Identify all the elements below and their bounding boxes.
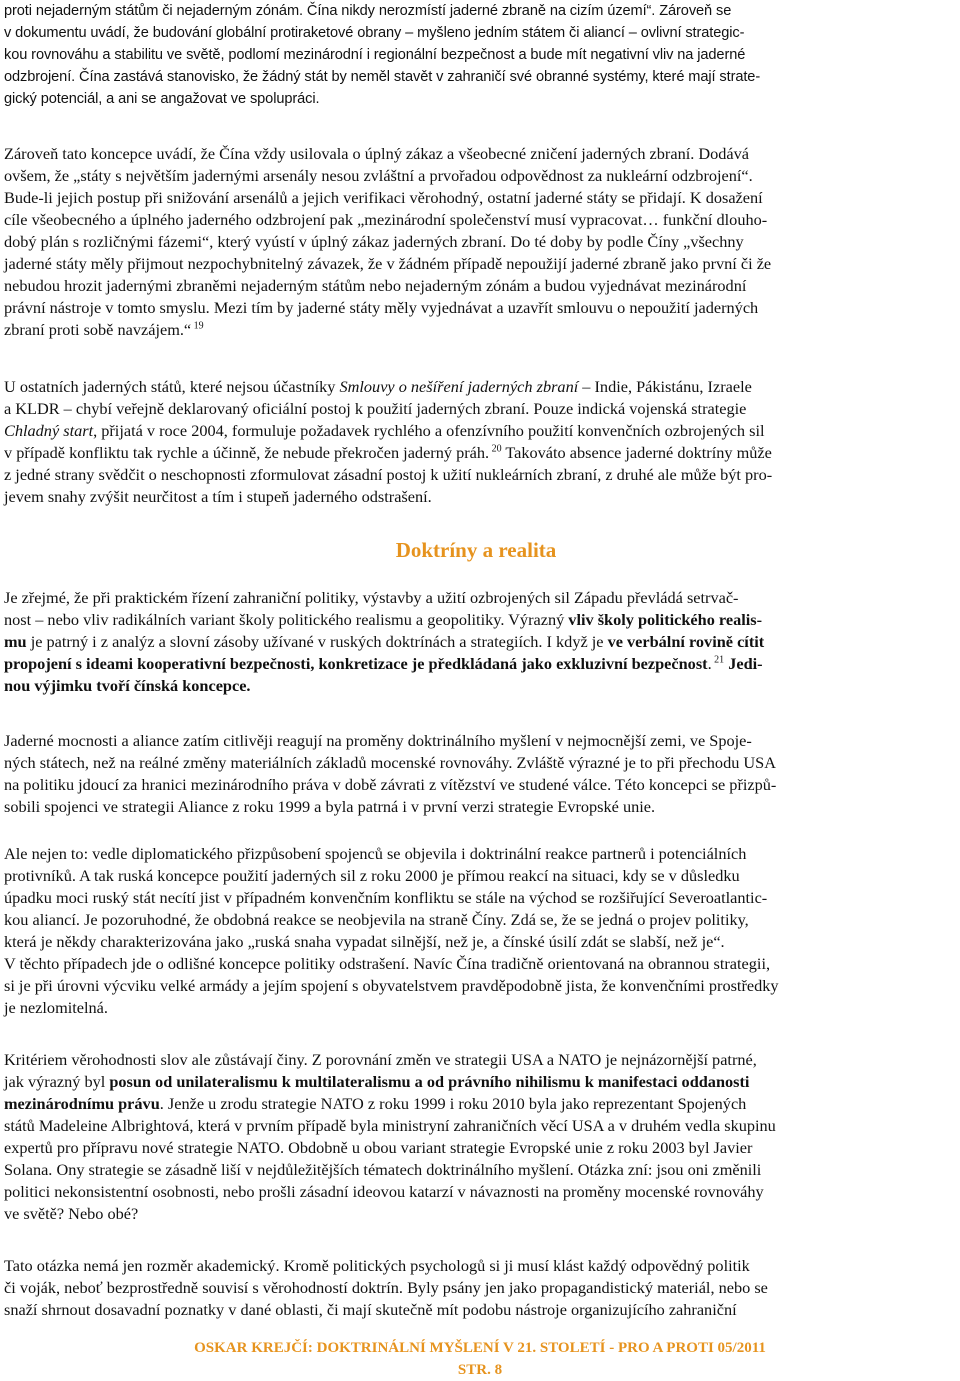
text-run: vliv školy politického realis- mu <box>4 610 763 651</box>
text-run: Je zřejmé, že při praktickém řízení zahraniční politiky, výstavby a užití ozbrojených sil Západu převládá setrvač- nost – nebo vliv radikálních variant školy politického realismu a geopolitiky. Výrazný <box>4 588 739 629</box>
footer-running-title: OSKAR KREJČÍ: DOKTRINÁLNÍ MYŠLENÍ V 21. STOLETÍ - PRO A PROTI 05/2011 <box>194 1340 766 1356</box>
text-run: . <box>707 654 712 673</box>
text-run: Ale nejen to: vedle diplomatického přizpůsobení spojenců se objevila i doktrinální reakce partnerů i potenciálních protivníků. A tak ruská koncepce použití jaderných sil z roku 2000 je přímou reakcí na situaci, kdy se v důsledku úpadku moci ruský stát necítí jist v případném konvenčním konfliktu se stále na východ se rozšiřující Severoatlantic- kou aliancí. Je pozoruhodné, že obdobná reakce se neobjevila na straně Číny. Zdá se, že se jedná o projev politiky, která je někdy charakterizována jako „ruská snaha vypadat silnější, než je, a čínské úsilí zdát se slabší, než je“. V těchto případech jde o odlišné koncepce politiky odstrašení. Navíc Čína tradičně orientovaná na obrannou strategii, si je při úrovni výcviku velké armády a jejím spojení s obyvatelstvem pravděpodobně jista, že konvenčními prostředky je nezlomitelná. <box>4 844 779 1017</box>
paragraph <box>4 1255 948 1321</box>
footnote-ref: 20 <box>489 443 502 455</box>
text-run: je patrný i z analýz a slovní zásoby užívané v ruských doktrínách a strategiích. I když je <box>26 632 608 651</box>
paragraph <box>4 143 948 341</box>
text-run: – Indie, Pákistánu, Izraele a KLDR – chybí veřejně deklarovaný oficiální postoj k použití jaderných zbraní. Pouze indická vojenská strategie <box>4 377 752 418</box>
text-run: Smlouvy o nešíření jaderných zbraní <box>339 377 579 396</box>
paragraph <box>4 843 948 1019</box>
text-run: Takováto absence jaderné doktríny může z jedné strany svědčit o neschopnosti zformulovat zásadní postoj k užití nukleárních zbraní, z druhé ale může být pro- jevem snahy zvýšit neurčitost a tím i stupeň jaderného odstrašení. <box>4 443 773 506</box>
footnote-ref: 19 <box>191 320 204 332</box>
text-run: Jaderné mocnosti a aliance zatím citlivěji reagují na proměny doktrinálního myšlení v nejmocnější zemi, ve Spoje- ných státech, než na reálné změny materiálních základů mocenské rovnováhy. Zvláště výrazné je to při přechodu USA na politiku jdoucí za hranici mezinárodního práva v době závrati z vítězství ve studené válce. Této koncepci se přizpů- sobili spojenci ve strategii Aliance z roku 1999 a byla patrná i v první verzi strategie Evropské unie. <box>4 731 777 816</box>
text-run: . Jenže u zrodu strategie NATO z roku 1999 i roku 2010 byla jako reprezentant Spojených států Madeleine Albrightová, která v prvním případě byla ministryní zahraničních věcí USA a v druhém vedla skupinu expertů pro přípravu nové strategie NATO. Obdobně u obou variant strategie Evropské unie z roku 2003 byl Javier Solana. Ony strategie se zásadně liší v nejdůležitějších tématech doktrinálního myšlení. Otázka zní: jsou oni změnili politici nekonsistentní osobnosti, nebo prošli zásadní ideovou katarzí v návaznosti na proměny mocenské rovnováhy ve světě? Nebo obé? <box>4 1094 776 1223</box>
text-run: Chladný start <box>4 421 94 440</box>
text-run: ve verbální rovině cítit propojení s ideami kooperativní bezpečnosti, konkretizace je předkládaná jako exkluzivní bezpečnost <box>4 632 765 673</box>
paragraph <box>4 376 948 508</box>
paragraph <box>4 587 948 697</box>
text-run: Jedi- nou výjimku tvoří čínská koncepce. <box>4 654 763 695</box>
footer-page-number: STR. 8 <box>457 1362 503 1378</box>
text-run: Kritériem věrohodnosti slov ale zůstávají činy. Z porovnání změn ve strategii USA a NATO je nejnázornější patrné, jak výrazný byl <box>4 1050 757 1091</box>
footnote-ref: 21 <box>711 654 725 666</box>
section-heading: Doktríny a realita <box>395 538 557 562</box>
paragraph <box>4 1049 948 1225</box>
text-run: Zároveň tato koncepce uvádí, že Čína vždy usilovala o úplný zákaz a všeobecné zničení jaderných zbraní. Dodává ovšem, že „státy s největším jadernými arsenály nesou zvláštní a prvořadou odpovědnost za nukleární odzbrojení“. Bude-li jejich postup při snižování arsenálů a jejich verifikaci věrohodný, ostatní jaderné státy se přidají. K dosažení cíle všeobecného a úplného jaderného odzbrojení pak „mezinárodní společenství musí vypracovat… funkční dlouho- dobý plán s rozličnými fázemi“, který vyústí v úplný zákaz jaderných zbraní. Do té doby by podle Číny „všechny jaderné státy měly přijmout nezpochybnitelný závazek, že v žádném případě nepoužijí jaderné zbraně jako první či že nebudou hrozit jadernými zbraněmi nejaderným státům nebo nejaderným zónám a budou vyjednávat mezinárodní právní nástroje v tomto smyslu. Mezi tím by jaderné státy měly vyjednávat a uzavřít smlouvu o nepoužití jaderných zbraní proti sobě navzájem.“ <box>4 144 772 339</box>
paragraph <box>4 0 948 110</box>
text-run: posun od unilateralismu k multilateralismu a od právního nihilismu k manifestaci oddanosti mezinárodnímu právu <box>4 1072 750 1113</box>
text-run: Tato otázka nemá jen rozměr akademický. Kromě politických psychologů si ji musí klást každý odpovědný politik či voják, neboť bezprostředně souvisí s věrohodností doktrín. Byly psány jen jako propagandistický materiál, nebo se snaží shrnout dosavadní poznatky v dané oblasti, či mají skutečně mít podobu nástroje organizujícího zahraniční <box>4 1256 768 1319</box>
text-run: U ostatních jaderných států, které nejsou účastníky <box>4 377 340 396</box>
text-run: , přijatá v roce 2004, formuluje požadavek rychlého a ofenzívního použití konvenčních ozbrojených sil v případě konfliktu tak rychle a účinně, že nebude překročen jaderný práh. <box>4 421 765 462</box>
paragraph <box>4 730 948 818</box>
text-run: proti nejaderným státům či nejaderným zónám. Čína nikdy nerozmístí jaderné zbraně na cizím území“. Zároveň se v dokumentu uvádí, že budování globální protiraketové obrany – myšleno jedním státem či aliancí – ovlivní strategic- kou rovnováhu a stabilitu ve světě, podlomí mezinárodní i regionální bezpečnost a bude mít negativní vliv na jaderné odzbrojení. Čína zastává stanovisko, že žádný stát by neměl stavět v zahraničí své obranné systémy, které mají strate- gický potenciál, a ani se angažovat ve spolupráci. <box>4 3 761 107</box>
